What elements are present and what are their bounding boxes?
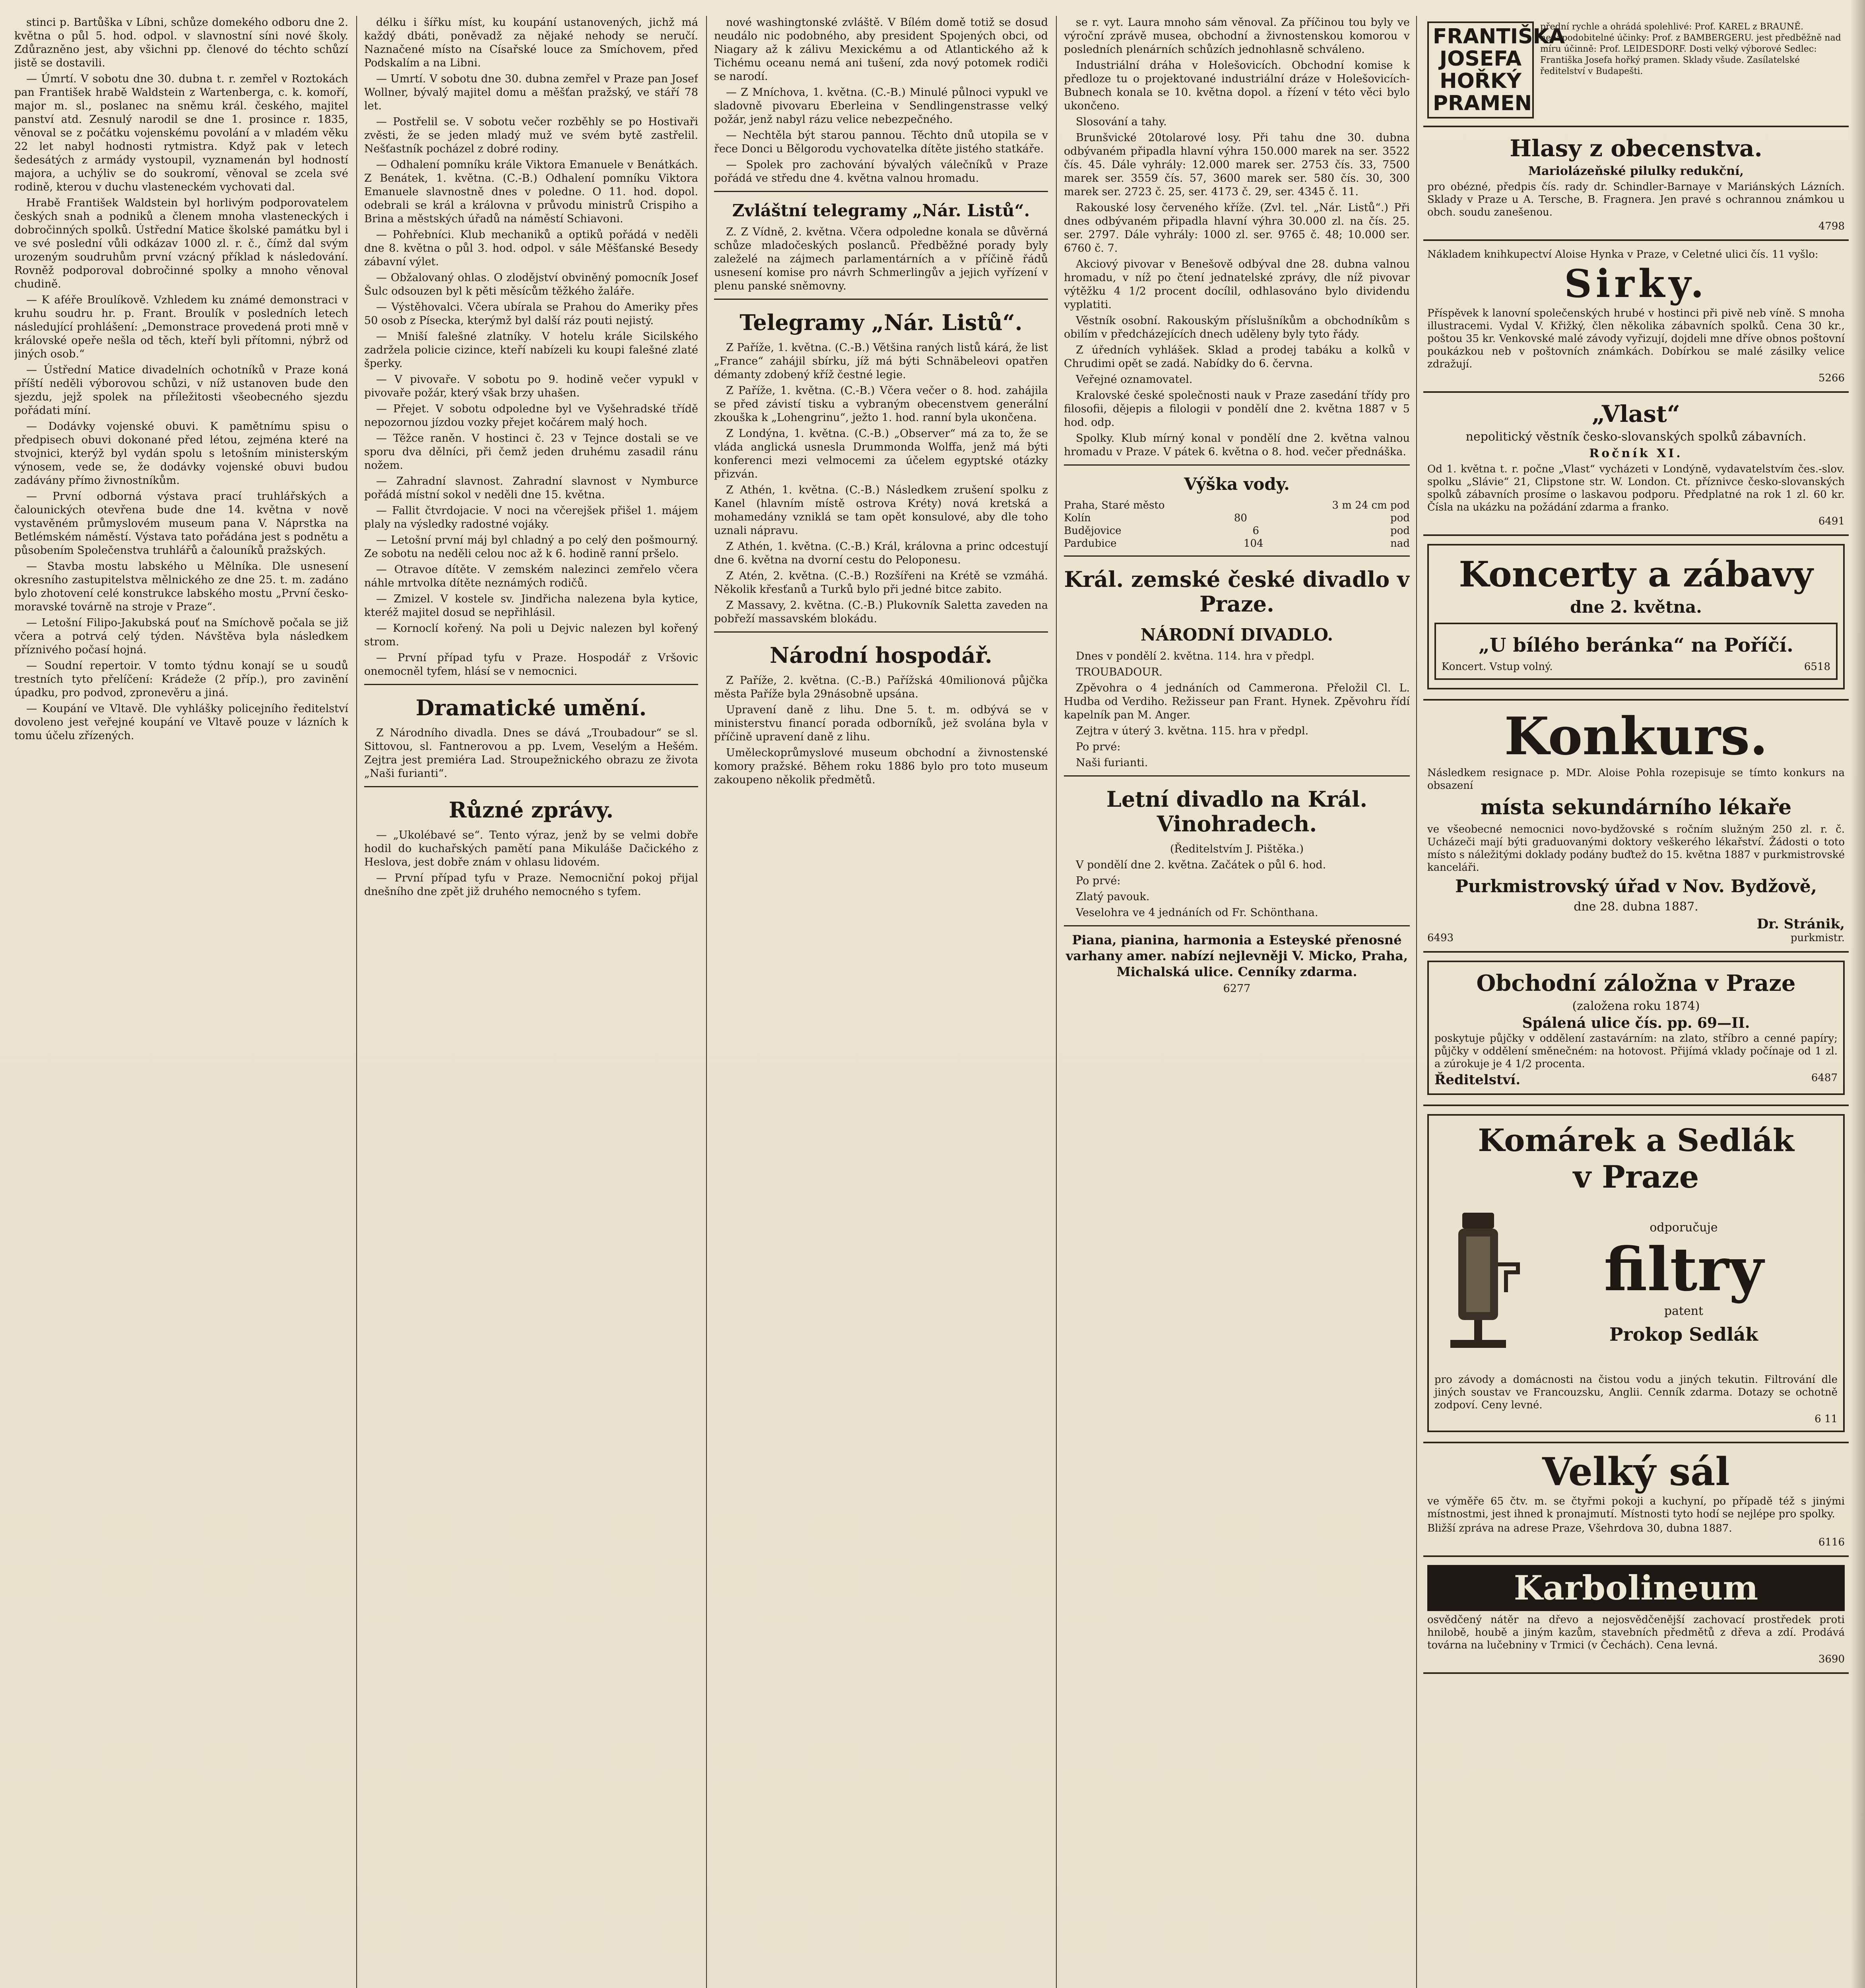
article-paragraph: — Soudní repertoir. V tomto týdnu konají se u soudů trestních tyto přelíčení: Krádeže (2 příp.), pro zavinění úpadku, pro podvod, zpronevěru a jiná. (14, 660, 348, 699)
rule (1064, 925, 1410, 926)
ad-hlasy (1423, 127, 1849, 241)
ad-vlast-title: „Vlast“ (1591, 400, 1681, 427)
theatre-paragraph: Z Národního divadla. Dnes se dává „Troubadour“ se sl. Sittovou, sl. Fantnerovou a pp. Lvem, Veselým a Hešém. Zejtra jest premiéra Lad. Stroupežnického obrazu ze života „Naši furianti“. (364, 727, 698, 780)
theatre-program-line: Naši furianti. (1076, 757, 1148, 769)
article-paragraph: — Postřelil se. V sobotu večer rozběhly se po Hostivaři zvěsti, že se jeden mladý muž ve svém bytě zastřelil. Nešťastník pocházel z dobré rodiny. (364, 116, 698, 155)
article-paragraph: Industriální dráha v Holešovicích. Obchodní komise k předloze tu o projektované industriální dráze v Holešovicích-Bubnech konala se 10. května dopol. a řízení v této věci bylo ukončeno. (1064, 59, 1410, 112)
ad-vlast-year: Ročník XI. (1589, 447, 1683, 460)
table-cell: 104 (1244, 538, 1263, 549)
article-paragraph: — Z Mníchova, 1. května. (C.-B.) Minulé půlnoci vypukl ve sladovně pivovaru Eberleina v Sendlingenstrasse velký požár, jenž nabyl rázu velice nebezpečného. (714, 86, 1048, 126)
rule (714, 299, 1048, 300)
theatre-program-line: Po prvé: (1076, 741, 1121, 753)
table-row (1064, 537, 1410, 550)
theatre-program-line: Dnes v pondělí 2. května. 114. hra v předpl. (1076, 650, 1315, 662)
ad-sirky-body: Příspěvek k lanovní společenských hrubé v hostinci při pivě neb víně. S mnoha illustracemi. Vydal V. Křižký, člen několika zábavních spolků. Cena 30 kr., poštou 35 kr. Venkovské malé závody vyřizují, dojdeli mne dříve obnos poštovní poukázkou neb v poštovních známkách. Dobírkou se malé zásilky velice zdražují. (1427, 307, 1845, 370)
ad-sal-title: Velký sál (1542, 1449, 1730, 1494)
brand-logo-box (1427, 21, 1565, 118)
ad-koncerty-frame (1427, 544, 1845, 689)
theatre-program-line: Zejtra v úterý 3. května. 115. hra v předpl. (1076, 725, 1309, 737)
brand-word: FRANTIŠKA (1433, 25, 1565, 49)
article-paragraph: — Odhalení pomníku krále Viktora Emanuele v Benátkách. Z Benátek, 1. května. (C.-B.) Odhalení pomníku Viktora Emanuele slavnostně dnes v poledne. O 11. hod. dopol. odebrali se král a královna v průvodu ministrů Crispiho a Brina a městských úřadů na náměstí Schiavoni. (364, 159, 698, 225)
rule (714, 631, 1048, 633)
ad-zalozna-body: poskytuje půjčky v oddělení zastavárním: na zlato, stříbro a cenné papíry; půjčky v oddělení směnečném: na hotovost. Přijímá vklady počínaje od 1 zl. a zúrokuje je 4 1/2 procenta. (1434, 1033, 1838, 1070)
ad-hlasy-title: Hlasy z obecenstva. (1510, 135, 1762, 162)
ad-vlast-body: Od 1. května t. r. počne „Vlast“ vycházeti v Londýně, vydavatelstvím čes.-slov. spolku „Slávie“ 21, Clipstone str. W. London. Ct. příznivce česko-slovanských spolků zábavních prosíme o laskavou podporu. Předplatné na rok 1 zl. 60 kr. Čísla na ukázku na požádání zdarma a franko. (1427, 463, 1845, 513)
ad-sirky-title: Sirky. (1564, 261, 1708, 306)
rule (1064, 555, 1410, 557)
article-paragraph: — Úmrtí. V sobotu dne 30. dubna t. r. zemřel v Roztokách pan František hrabě Waldstein z Wartenberga, c. k. komoří, major m. sl., poslanec na sněmu král. českého, majitel panství atd. Zesnulý narodil se dne 1. prosince r. 1835, věnoval se z počátku vojenskému povolání a v mladém věku 22 let nabyl hodnosti rytmistra. Když pak v letech šedesátých z armády vystoupil, vyznamenán byl hodností majora, a uchýliv se do soukromí, věnoval se zcela své rodině, kterou v duchu vlasteneckém vychovati dal. (14, 73, 348, 193)
ad-koncerty (1423, 536, 1849, 701)
article-paragraph: — Koupání ve Vltavě. Dle vyhlášky policejního ředitelství dovoleno jest veřejné koupání ve Vltavě pouze v lázních k tomu účelu zřízených. (14, 703, 348, 742)
news-paragraph: — „Ukolébavé se“. Tento výraz, jenž by se velmi dobře hodil do kuchařských pamětí pana Mikuláše Dačického z Heslova, jest dobře znám v ohlasu lidovém. (364, 829, 698, 868)
brand-word: JOSEFA (1439, 47, 1522, 71)
water-level-table (1064, 499, 1410, 550)
brand-description: přední rychle a ohrádá spolehlivé: Prof. KAREL z BRAUNĚ. nenapodobitelné účinky: Prof. z BAMBERGERU. jest předběžně nad míru účinně: Prof. LEIDESDORF. Dosti velký výborové Sedlec: Františka Josefa hořký pramen. Sklady všude. Zasílatelské ředitelství v Budapešti. (1540, 22, 1841, 76)
article-paragraph: Z úředních vyhlášek. Sklad a prodej tabáku a kolků v Chrudimi opět se zadá. Nabídky do 6. června. (1064, 344, 1410, 370)
news-paragraph: — První případ tyfu v Praze. Nemocniční pokoj přijal dnešního dne zpět již druhého nemocného s tyfem. (364, 872, 698, 898)
ad-sal-address: Bližší zpráva na adrese Praze, Všehrdova 30, dubna 1887. (1427, 1522, 1732, 1534)
ad-beranek-line: Koncert. Vstup volný. (1442, 661, 1553, 673)
summer-theatre-line: V pondělí dne 2. května. Začátek o půl 6. hod. (1076, 859, 1326, 871)
ad-komarek-product: filtry (1604, 1235, 1764, 1305)
article-paragraph: — Výstěhovalci. Včera ubírala se Prahou do Ameriky přes 50 osob z Písecka, kterýmž byl další ráz pouti nejistý. (364, 301, 698, 327)
article-paragraph: — Letošní Filipo-Jakubská pouť na Smíchově počala se již včera a potrvá celý týden. Návštěva byla následkem příznivého počasí hojná. (14, 617, 348, 656)
article-paragraph: — První případ tyfu v Praze. Hospodář z Vršovic onemocněl tyfem, hlásí se v nemocnici. (364, 652, 698, 678)
rule (364, 684, 698, 685)
column-3 (714, 16, 1048, 1988)
economy-paragraph: Uměleckoprůmyslové museum obchodní a živnostenské komory pražské. Během roku 1886 bylo pro toto museum zakoupeno několik předmětů. (714, 747, 1048, 786)
table-cell: pod (1390, 512, 1410, 524)
table-cell: Pardubice (1064, 538, 1117, 549)
advertisement-column (1423, 16, 1849, 1988)
article-paragraph: Slosování a tahy. (1076, 116, 1167, 128)
summer-theatre-line: Zlatý pavouk. (1076, 891, 1150, 903)
table-cell: pod (1390, 525, 1410, 537)
ad-komarek-title: Komárek a Sedlák (1478, 1122, 1794, 1159)
telegram-paragraph: Z Atén, 2. května. (C.-B.) Rozšířeni na Krétě se vzmáhá. Několik křesťanů a Turků bylo při jedné bitce zabito. (714, 570, 1048, 596)
article-paragraph: — Zmizel. V kostele sv. Jindřicha nalezena byla kytice, kteréž majitel dosud se nepřihlásil. (364, 593, 698, 619)
ad-hlasy-subtitle: Mariolázeňské pilulky redukční, (1528, 164, 1744, 178)
brand-word: HOŘKÝ (1440, 69, 1521, 93)
table-cell: 80 (1234, 512, 1247, 524)
table-row (1064, 512, 1410, 524)
ad-konkurs (1423, 701, 1849, 953)
column-divider (356, 16, 357, 1988)
article-paragraph: — Dodávky vojenské obuvi. K pamětnímu spisu o předpisech obuvi dokonané před létou, zejména které na stvojnici, kterýž byl vydán spolu s letošním ministerským výnosem, vede se, že dodávky vojenské obuvi budou zadávány přímo živnostníkům. (14, 420, 348, 487)
ad-sirky (1423, 241, 1849, 393)
telegram-paragraph: Z Athén, 1. května. (C.-B.) Následkem zrušení spolku z Kanel (hlavním místě ostrova Kréty) nová kretská a mohamedány vzniklá se tam opět konsulové, aby dle toho uznali nápravu. (714, 484, 1048, 537)
ad-purkm-sign: Dr. Stránik, (1756, 916, 1845, 932)
ad-sal-body: ve výměře 65 čtv. m. se čtyřmi pokoji a kuchyní, po případě též s jinými místnostmi, jest ihned k pronajmutí. Místnosti tyto hodí se nejlépe pro spolky. (1427, 1495, 1845, 1520)
rule (364, 786, 698, 787)
theatre-subtitle: NÁRODNÍ DIVADLO. (1140, 625, 1333, 645)
table-cell: 6 (1252, 525, 1260, 537)
article-paragraph: — Fallit čtvrdojacie. V noci na včerejšek přišel 1. májem plaly na výsledky radostné vojáky. (364, 505, 698, 530)
rule (1064, 775, 1410, 777)
theatre-program-line: TROUBADOUR. (1076, 666, 1163, 678)
article-paragraph: — Umrtí. V sobotu dne 30. dubna zemřel v Praze pan Josef Wollner, bývalý majitel domu a měšťan pražský, ve stáří 78 let. (364, 73, 698, 112)
ad-komarek-city: v Praze (1573, 1159, 1699, 1195)
ad-komarek-frame (1427, 1114, 1845, 1432)
ad-number: 6116 (1818, 1536, 1845, 1548)
ad-konkurs-title: Konkurs. (1504, 706, 1768, 767)
page-edge-shadow (1851, 0, 1865, 1988)
article-paragraph: Akciový pivovar v Benešově odbýval dne 28. dubna valnou hromadu, v níž po čtení jednatelské zprávy, dle níž pivovar výtěžku 4 1/2 procent docílil, odhlasováno bylo dividendu vyplatiti. (1064, 258, 1410, 311)
article-paragraph: Věstník osobní. Rakouským příslušníkům a obchodníkům s obilím v předcházejících dnech uděleny byly tyto řády. (1064, 315, 1410, 340)
ad-velky-sal (1423, 1443, 1849, 1557)
article-paragraph: — První odborná výstava prací truhlářských a čalounických otevřena bude dne 14. května v nově vystavěném průmyslovém museum pana V. Náprstka na Betlémském náměstí. Výstava tato pořádána jest s podnětu a působením Společenstva truhlářů a čalouníků pražských. (14, 490, 348, 557)
article-paragraph: Brunšvické 20tolarové losy. Při tahu dne 30. dubna odbývaném připadla hlavní výhra 150.000 marek na ser. 3522 čís. 45. Dále vyhrály: 12.000 marek ser. 2753 čís. 33, 7500 marek ser. 3559 čís. 57, 3600 marek ser. 580 čís. 30, 300 marek ser. 2723 č. 25, ser. 4173 č. 29, ser. 4345 č. 11. (1064, 132, 1410, 198)
column-divider (1056, 16, 1057, 1988)
ad-karbolineum-body: osvědčený nátěr na dřevo a nejosvědčenější zachovací prostředek proti hnilobě, houbě a jiným kazům, stavebních předmětů z dřeva a zdí. Prodává továrna na lučebniny v Trmici (v Čechách). Cena levná. (1427, 1614, 1845, 1651)
ad-komarek-patent: patent (1664, 1304, 1704, 1318)
ad-komarek-body: pro závody a domácnosti na čistou vodu a jiných tekutin. Filtrování dle jiných soustav ve Francouzsku, Anglii. Cenník zdarma. Dotazy se ochotně zodpoví. Ceny levné. (1434, 1374, 1838, 1411)
ad-beranek-frame (1434, 623, 1838, 680)
ad-zalozna-frame (1427, 961, 1845, 1095)
piano-ad-number: 6277 (1223, 982, 1251, 995)
ad-number: 5266 (1818, 372, 1845, 384)
ad-komarek-name: Prokop Sedlák (1609, 1324, 1758, 1345)
article-paragraph: — Letošní první máj byl chladný a po celý den pošmourný. Ze sobotu na neděli celou noc až k 6. hodině ranní pršelo. (364, 534, 698, 560)
article-paragraph: nové washingtonské zvláště. V Bílém domě totiž se dosud neudálo nic podobného, aby president Spojených obci, od Niagary až k zálivu Mexickému a od Atlantického až k Tichému oceanu nemá ani tušení, zda nový potomek rodiči se narodí. (714, 16, 1048, 83)
article-paragraph: — Těžce raněn. V hostinci č. 23 v Tejnce dostali se ve sporu dva dělníci, při čemž jeden druhému zasadil ránu nožem. (364, 432, 698, 472)
table-row (1064, 524, 1410, 537)
economy-paragraph: Upravení daně z lihu. Dne 5. t. m. odbývá se v ministerstvu financí porada odborníků, jež svolána byla v příčině upravení daně z lihu. (714, 704, 1048, 743)
telegram-paragraph: Z Massavy, 2. května. (C.-B.) Plukovník Saletta zaveden na pobřeží massavském blokádu. (714, 599, 1048, 625)
ad-karbolineum (1423, 1557, 1849, 1674)
table-cell: Praha, Staré město (1064, 499, 1165, 511)
article-paragraph: Kralovské české společnosti nauk v Praze zasedání třídy pro filosofii, dějepis a filologii v pondělí dne 2. května 1887 v 5 hod. odp. (1064, 389, 1410, 429)
summer-theatre-subtitle: (Ředitelstvím J. Pištěka.) (1170, 843, 1304, 855)
ad-number: 6487 (1811, 1072, 1838, 1084)
ad-number: 6493 (1427, 932, 1454, 944)
ad-zalozna-title: Obchodní záložna v Praze (1476, 970, 1796, 996)
ad-purkm-title: Purkmistrovský úřad v Nov. Bydžově, (1455, 876, 1817, 897)
telegram-paragraph: Z Paříže, 1. května. (C.-B.) Včera večer o 8. hod. zahájila se před závistí tisku a vybraným obecenstvem generální zkouška k „Lohengrinu“, ježto 1. hod. ranní byla ukončena. (714, 384, 1048, 424)
article-paragraph: Hrabě František Waldstein byl horlivým podporovatelem českých snah a podniků a členem mnoha vlasteneckých i dobročinných spolků. Ústřední Matice školské památku byl i ve své poslední vůli odkázav 1000 zl. r. č., čímž dal svým urozeným soudruhům první vzácný příklad k následování. Rovněž podporoval dobročinné spolky a mnoho věnoval chudině. (14, 197, 348, 290)
ad-number: 4798 (1818, 220, 1845, 232)
ad-sirky-intro: Nákladem knihkupectví Aloise Hynka v Praze, v Celetné ulici čís. 11 vyšlo: (1427, 248, 1818, 260)
article-paragraph: — Ústřední Matice divadelních ochotníků v Praze koná příští neděli výborovou schůzi, v níž ustanoven bude den sjezdu, jejž spolek na příležitosti všeobecného sjezdu pořádati míní. (14, 364, 348, 417)
article-paragraph: — Kornoclí kořený. Na poli u Dejvic nalezen byl kořený strom. (364, 622, 698, 648)
telegram-paragraph: Z Athén, 1. května. (C.-B.) Král, královna a princ odcestují dne 6. května na dvorní cestu do Peloponesu. (714, 540, 1048, 566)
ad-komarek-sub: odporučuje (1650, 1221, 1718, 1235)
ad-zalozna-sign: Ředitelství. (1434, 1072, 1521, 1088)
theatre-program-line: Zpěvohra o 4 jednáních od Cammerona. Přeložil Cl. L. Hudba od Verdiho. Režisseur pan Frant. Hynek. Zpěvohru řídí kapelník pan M. Anger. (1064, 682, 1410, 721)
article-paragraph: — Přejet. V sobotu odpoledne byl ve Vyšehradské třídě nepozornou jízdou vozky přejet kočárem malý hoch. (364, 403, 698, 429)
ad-koncerty-date: dne 2. května. (1570, 597, 1702, 617)
article-paragraph: stinci p. Bartůška v Líbni, schůze domekého odboru dne 2. května o půl 5. hod. odpol. v slavnostní síni nové školy. Zdůrazněno jest, aby všichni pp. členové do téchto schůzí jistě se dostavili. (14, 16, 348, 69)
table-cell: 3 m 24 cm pod (1332, 499, 1410, 511)
article-paragraph: — K aféře Broulíkově. Vzhledem ku známé demonstraci v kruhu soudru hr. p. Frant. Broulík v posledních letech následující prohlášení: „Demonstrace provedená proti mně v královské opeře nešla od těch, kteří byli přítomni, nýbrž od jiných osob.“ (14, 294, 348, 360)
brand-word: PRAMEN (1433, 91, 1532, 115)
article-paragraph: — V pivovaře. V sobotu po 9. hodině večer vypukl v pivovaře požár, který však brzy uhašen. (364, 373, 698, 399)
telegram-paragraph: Z Londýna, 1. května. (C.-B.) „Observer“ má za to, že se vláda anglická usnesla Drummonda Wolffa, jenž má býti konferenci mezi velmocemi za účelem egyptské otázky přizván. (714, 427, 1048, 480)
article-paragraph: délku i šířku míst, ku koupání ustanovených, jichž má každý dbáti, poněvadž za nějaké nehody se neručí. Naznačené místo na Císařské louce za Smíchovem, před Podskalím a na Libni. (364, 16, 698, 69)
article-paragraph: — Mniší falešné zlatníky. V hotelu krále Sicilského zadržela policie cizince, kteří nabízeli ku koupi falešné zlaté šperky. (364, 330, 698, 370)
ad-franz-josef-spring (1423, 16, 1849, 127)
telegram-paragraph: Z Paříže, 1. května. (C.-B.) Většina raných listů kárá, že list „France“ zahájil sbírku, jíž má býti Schnäbeleovi opatřen démanty zdobený kříž čestné legie. (714, 342, 1048, 381)
column-divider (706, 16, 707, 1988)
ad-number: 6491 (1818, 515, 1845, 527)
section-heading-special-telegrams: Zvláštní telegramy „Nár. Listů“. (732, 201, 1030, 220)
article-paragraph: — Zahradní slavnost. Zahradní slavnost v Nymburce pořádá místní sokol v neděli dne 15. května. (364, 475, 698, 501)
article-paragraph: — Stavba mostu labského u Mělníka. Dle usnesení okresního zastupitelstva mělnického ze dne 25. t. m. zadáno bylo zhotovení celé konstrukce labského mostu „První česko-moravské továrně na stroje v Praze“. (14, 560, 348, 613)
ad-beranek-title: „U bílého beránka“ na Poříčí. (1479, 634, 1793, 656)
section-heading-theatre: Dramatické umění. (415, 695, 647, 720)
section-heading-national-theatre: Král. zemské české divadlo v Praze. (1064, 567, 1410, 617)
article-paragraph: se r. vyt. Laura mnoho sám věnoval. Za příčinou tou byly ve výroční zprávě musea, obchodní a živnostenskou komorou v posledních plenárních schůzích jednohlasně schváleno. (1064, 16, 1410, 56)
ad-vlast (1423, 393, 1849, 536)
table-cell: Budějovice (1064, 525, 1122, 537)
article-paragraph: Veřejné oznamovatel. (1076, 373, 1193, 386)
article-paragraph: — Spolek pro zachování bývalých válečníků v Praze pořádá ve středu dne 4. května valnou hromadu. (714, 159, 1048, 184)
section-heading-summer-theatre: Letní divadlo na Král. Vinohradech. (1106, 786, 1368, 837)
piano-ad: Piana, pianina, harmonia a Esteyské přenosné varhany amer. nabízí nejlevněji V. Micko, Praha, Michalská ulice. Cenníky zdarma. (1065, 932, 1408, 979)
ad-zalozna-founded: (založena roku 1874) (1572, 999, 1700, 1013)
ad-konkurs-subtitle: místa sekundárního lékaře (1480, 795, 1792, 819)
ad-konkurs-body-2: ve všeobecné nemocnici novo-bydžovské s ročním služným 250 zl. r. č. Ucházeči mají býti graduovanými doktory veškerého lékařství. Žádosti o toto místo s náležitými doklady podány buďtež do 15. května 1887 v purkmistrovské kanceláři. (1427, 823, 1845, 874)
section-heading-economy: Národní hospodář. (770, 643, 992, 668)
ad-number: 6518 (1804, 661, 1830, 673)
ad-konkurs-body: Následkem resignace p. MDr. Aloise Pohla rozepisuje se tímto konkurs na obsazení (1427, 767, 1845, 792)
telegram-paragraph: Z. Z Vídně, 2. května. Včera odpoledne konala se důvěrná schůze mladočeských poslanců. Předběžné porady byly zaleželé na zájmech parlamentárních a v příčině řádů usnesení komise pro návrh Schmerlingův a jejich vyřízení v plenu panské sněmovny. (714, 226, 1048, 292)
water-filter-illustration-icon (1434, 1201, 1522, 1368)
table-cell: Kolín (1064, 512, 1091, 524)
section-heading-telegrams: Telegramy „Nár. Listů“. (739, 310, 1023, 335)
table-row (1064, 499, 1410, 512)
ad-purkm-role: purkmistr. (1790, 932, 1845, 944)
article-paragraph: — Pohřebníci. Klub mechaniků a optiků pořádá v neděli dne 8. května o půl 3. hod. odpol. v sále Měšťanské Besedy zábavní výlet. (364, 229, 698, 268)
rule (714, 191, 1048, 192)
article-paragraph: Spolky. Klub mírný konal v pondělí dne 2. května valnou hromadu v Praze. V pátek 6. května o 8. hod. večer přednáška. (1064, 432, 1410, 458)
article-paragraph: — Obžalovaný ohlas. O zlodějství obviněný pomocník Josef Šulc odsouzen byl k pěti měsícům těžkého žaláře. (364, 272, 698, 297)
column-2 (364, 16, 698, 1988)
summer-theatre-line: Veselohra ve 4 jednáních od Fr. Schönthana. (1076, 907, 1318, 919)
article-paragraph: Rakouské losy červeného kříže. (Zvl. tel. „Nár. Listů“.) Při dnes odbývaném připadla hlavní výhra 30.000 zl. na čís. 25. ser. 2797. Dále vyhrály: 1000 zl. ser. 9765 č. 48; 10.000 ser. 6760 č. 7. (1064, 202, 1410, 254)
summer-theatre-line: Po prvé: (1076, 875, 1121, 887)
article-paragraph: — Nechtěla být starou pannou. Těchto dnů utopila se v řece Donci u Bělgorodu vychovatelka dítěte jistého statkáře. (714, 129, 1048, 155)
column-divider (1416, 16, 1417, 1988)
column-1 (14, 16, 348, 1988)
ad-zalozna (1423, 953, 1849, 1106)
ad-zalozna-address: Spálená ulice čís. pp. 69—II. (1522, 1015, 1750, 1031)
article-paragraph: — Otravoe dítěte. V zemském nalezinci zemřelo včera náhle mrtvolka dítěte neznámých rodičů. (364, 563, 698, 589)
ad-number: 3690 (1818, 1653, 1845, 1665)
section-heading-water-level: Výška vody. (1184, 474, 1290, 494)
ad-karbolineum-title: Karbolineum (1427, 1565, 1845, 1611)
ad-vlast-subtitle: nepolitický věstník česko-slovanských spolků zábavních. (1465, 430, 1807, 444)
section-heading-news: Různé zprávy. (448, 797, 614, 823)
ad-koncerty-title: Koncerty a zábavy (1459, 553, 1813, 595)
ad-purkm-date: dne 28. dubna 1887. (1574, 900, 1698, 914)
rule (1064, 464, 1410, 466)
ad-hlasy-body: pro obézné, předpis čís. rady dr. Schindler-Barnaye v Mariánských Lázních. Sklady v Praze u A. Tersche, B. Fragnera. Jen pravé s ochrannou známkou u obch. soudu zanešenou. (1427, 181, 1845, 218)
ad-komarek-sedlak (1423, 1106, 1849, 1443)
economy-paragraph: Z Paříže, 2. května. (C.-B.) Pařížská 40milionová půjčka města Paříže byla 29násobně upsána. (714, 674, 1048, 700)
table-cell: nad (1390, 538, 1410, 549)
column-4 (1064, 16, 1410, 1988)
ad-number: 6 11 (1815, 1413, 1838, 1425)
